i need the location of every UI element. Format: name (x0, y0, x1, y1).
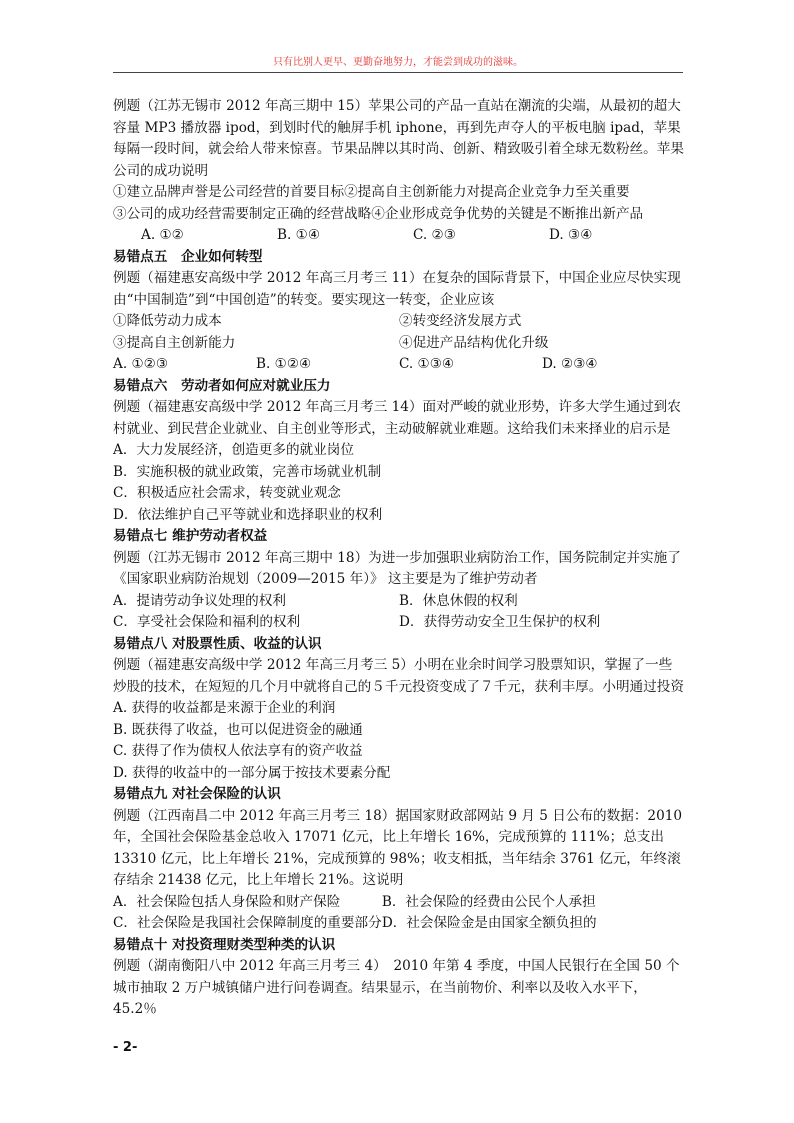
statement-4: ④促进产品结构优化升级 (399, 334, 549, 351)
answer-options (113, 892, 685, 914)
statement-row (113, 333, 685, 355)
question-stem: 例题（江苏无锡市 2012 年高三期中 18）为进一步加强职业病防治工作，国务院制定并实施了《国家职业病防治规划（2009—2015 年）》 这主要是为了维护劳动者 (113, 549, 681, 587)
answer-options (113, 225, 685, 247)
question-stem: 例题（福建惠安高级中学 2012 年高三月考三 5）小明在业余时间学习股票知识，掌握了一些炒股的技术，在短短的几个月中就将自己的５千元投资变成了７千元，获利丰厚。小明通过投资 (113, 657, 684, 695)
option-b: B. ①④ (277, 227, 321, 243)
statement-line: ①建立品牌声誉是公司经营的首要目标②提高自主创新能力对提高企业竞争力至关重要 (113, 184, 630, 200)
answer-options (113, 354, 685, 376)
page-header-motto: 只有比别人更早、更勤奋地努力，才能尝到成功的滋味。 (273, 57, 523, 68)
statement-3: ③提高自主创新能力 (113, 334, 236, 351)
option-a: A．提请劳动争议处理的权利 (113, 592, 286, 609)
option-d: D．获得劳动安全卫生保护的权利 (399, 614, 601, 630)
option-d: D. 获得的收益中的一部分属于按技术要素分配 (113, 764, 391, 781)
question-stem: 例题（湖南衡阳八中 2012 年高三月考三 4） 2010 年第 4 季度，中国人民银行在全国 50 个城市抽取 2 万户城镇储户进行问卷调查。结果显示，在当前物价、利率以及收入水平下，45.2％ (113, 958, 680, 1017)
answer-options (113, 591, 685, 613)
section-heading: 易错点七 维护劳动者权益 (113, 528, 268, 544)
statement-line: ③公司的成功经营需要制定正确的经营战略④企业形成竞争优势的关键是不断推出新产品 (113, 205, 644, 222)
section-heading: 易错点八 对股票性质、收益的认识 (113, 635, 322, 652)
option-a: A．大力发展经济，创造更多的就业岗位 (113, 442, 354, 458)
statement-2: ②转变经济发展方式 (399, 313, 522, 329)
option-b: B．实施积极的就业政策，完善市场就业机制 (113, 463, 382, 480)
option-d: D. ③④ (549, 227, 593, 243)
section-heading: 易错点十 对投资理财类型种类的认识 (113, 936, 336, 953)
page-number: - 2- (113, 1040, 138, 1055)
option-c: C．社会保险是我国社会保障制度的重要部分 (113, 915, 382, 931)
option-c: C．积极适应社会需求，转变就业观念 (113, 485, 341, 501)
question-stem: 例题（江苏无锡市 2012 年高三期中 15）苹果公司的产品一直站在潮流的尖端，从最初的超大容量 MP3 播放器 ipod，到划时代的触屏手机 iphone，再到先声夺人的平板电脑 ipad，苹果每隔一段时间，就会给人带来惊喜。节果品牌以其时尚、创新、精致吸引着全球无数粉丝。苹果公司的成功说明 (113, 98, 684, 179)
option-d: D．社会保险金是由国家全额负担的 (381, 915, 597, 931)
header-divider (113, 72, 683, 73)
answer-options (113, 612, 685, 634)
option-c: C. 获得了作为债权人依法享有的资产收益 (113, 743, 363, 759)
question-stem: 例题（福建惠安高级中学 2012 年高三月考三 11）在复杂的国际背景下，中国企业应尽快实现由“中国制造”到“中国创造”的转变。要实现这一转变，企业应该 (113, 270, 681, 308)
section-heading: 易错点六 劳动者如何应对就业压力 (113, 377, 331, 394)
option-b: B．休息休假的权利 (399, 592, 518, 609)
statement-1: ①降低劳动力成本 (113, 313, 222, 329)
option-a: A. 获得的收益都是来源于企业的利润 (113, 700, 336, 716)
option-c: C. ②③ (413, 227, 456, 243)
option-a: A. ①②③ (113, 356, 169, 372)
option-c: C. ①③④ (399, 356, 455, 372)
question-stem: 例题（江西南昌二中 2012 年高三月考三 18）据国家财政部网站 9 月 5 日公布的数据：2010 年，全国社会保险基金总收入 17071 亿元，比上年增长 16%，完成预算的 111%；总支出 13310 亿元，比上年增长 21%，完成预算的 98%；收支相抵，当年结余 3761 亿元，年终滚存结余 21438 亿元，比上年增长 21%。这说明 (113, 807, 683, 888)
option-b: B. 既获得了收益，也可以促进资金的融通 (113, 721, 363, 738)
option-b: B. ①②④ (256, 356, 312, 372)
option-d: D. ②③④ (542, 356, 598, 372)
statement-row (113, 311, 685, 333)
option-c: C．享受社会保险和福利的权利 (113, 614, 301, 630)
option-d: D．依法维护自己平等就业和选择职业的权利 (113, 506, 383, 523)
answer-options (113, 913, 685, 935)
option-a: A. ①② (141, 227, 184, 243)
option-b: B．社会保险的经费由公民个人承担 (381, 893, 596, 910)
page-content (113, 96, 685, 1021)
option-a: A．社会保险包括人身保险和财产保险 (113, 893, 341, 910)
question-stem: 例题（福建惠安高级中学 2012 年高三月考三 14）面对严峻的就业形势，许多大学生通过到农村就业、到民营企业就业、自主创业等形式，主动破解就业难题。这给我们未来择业的启示是 (113, 399, 681, 437)
section-heading: 易错点五 企业如何转型 (113, 248, 263, 265)
section-heading: 易错点九 对社会保险的认识 (113, 786, 281, 802)
